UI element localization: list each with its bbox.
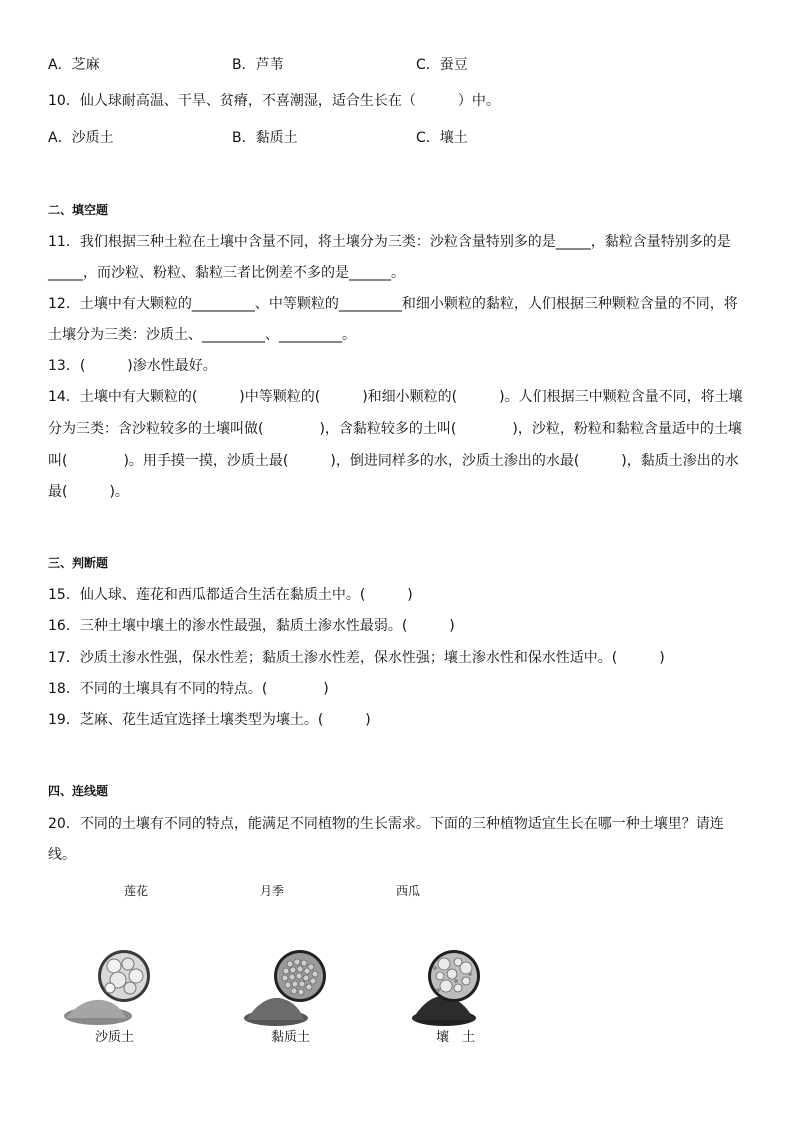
q20-line-1: 20．不同的土壤有不同的特点，能满足不同植物的生长需求。下面的三种植物适宜生长在哪一种土壤里？请连 — [48, 816, 724, 832]
q10-option-c: C．壤土 — [416, 130, 468, 146]
q13-line: 13．( )渗水性最好。 — [48, 358, 217, 374]
q11-line-1: 11．我们根据三种土粒在土壤中含量不同，将土壤分为三类：沙粒含量特别多的是_____，黏粒含量特别多的是 — [48, 234, 731, 250]
q12-line-1: 12．土壤中有大颗粒的_________、中等颗粒的_________和细小颗粒的黏粒，人们根据三种颗粒含量的不同，将 — [48, 296, 738, 312]
q17-line: 17．沙质土渗水性强，保水性差；黏质土渗水性差，保水性强；壤土渗水性和保水性适中。( ) — [48, 650, 665, 666]
clay-soil-image — [240, 948, 332, 1030]
section-title-fill-blank: 二、填空题 — [48, 203, 109, 217]
q16-line: 16．三种土壤中壤土的渗水性最强，黏质土渗水性最弱。( ) — [48, 618, 455, 634]
soil-label-sandy: 沙质土 — [95, 1030, 135, 1045]
plant-label-rose: 月季 — [260, 884, 285, 898]
q10-stem: 10．仙人球耐高温、干旱、贫瘠，不喜潮湿，适合生长在（ ）中。 — [48, 93, 500, 109]
q11-line-2: _____，而沙粒、粉粒、黏粒三者比例差不多的是______。 — [48, 265, 405, 281]
q14-line-1: 14．土壤中有大颗粒的( )中等颗粒的( )和细小颗粒的( )。人们根据三中颗粒含量不同，将土壤 — [48, 389, 743, 405]
q9-option-b: B．芦苇 — [232, 57, 284, 73]
q10-option-a: A．沙质土 — [48, 130, 114, 146]
q14-line-3: 叫( )。用手摸一摸，沙质土最( )，倒进同样多的水，沙质土渗出的水最( )，黏质土渗出的水 — [48, 453, 739, 469]
sandy-soil-image — [62, 948, 162, 1030]
soil-label-loam: 壤 土 — [436, 1030, 476, 1045]
q9-option-a: A．芝麻 — [48, 57, 100, 73]
q9-option-c: C．蚕豆 — [416, 57, 468, 73]
q10-option-b: B．黏质土 — [232, 130, 298, 146]
loam-soil-image — [408, 948, 500, 1030]
plant-label-lotus: 莲花 — [124, 884, 149, 898]
q15-line: 15．仙人球、莲花和西瓜都适合生活在黏质土中。( ) — [48, 587, 413, 603]
soil-label-clay: 黏质土 — [271, 1030, 311, 1045]
q14-line-2: 分为三类：含沙粒较多的土壤叫做( )，含黏粒较多的土叫( )，沙粒，粉粒和黏粒含量适中的土壤 — [48, 421, 742, 437]
section-title-matching: 四、连线题 — [48, 784, 109, 798]
q19-line: 19．芝麻、花生适宜选择土壤类型为壤土。( ) — [48, 712, 371, 728]
q20-line-2: 线。 — [48, 847, 76, 863]
q14-line-4: 最( )。 — [48, 484, 129, 500]
q18-line: 18．不同的土壤具有不同的特点。( ) — [48, 681, 329, 697]
plant-label-watermelon: 西瓜 — [396, 884, 421, 898]
q12-line-2: 土壤分为三类：沙质土、_________、_________。 — [48, 327, 356, 343]
section-title-true-false: 三、判断题 — [48, 556, 109, 570]
